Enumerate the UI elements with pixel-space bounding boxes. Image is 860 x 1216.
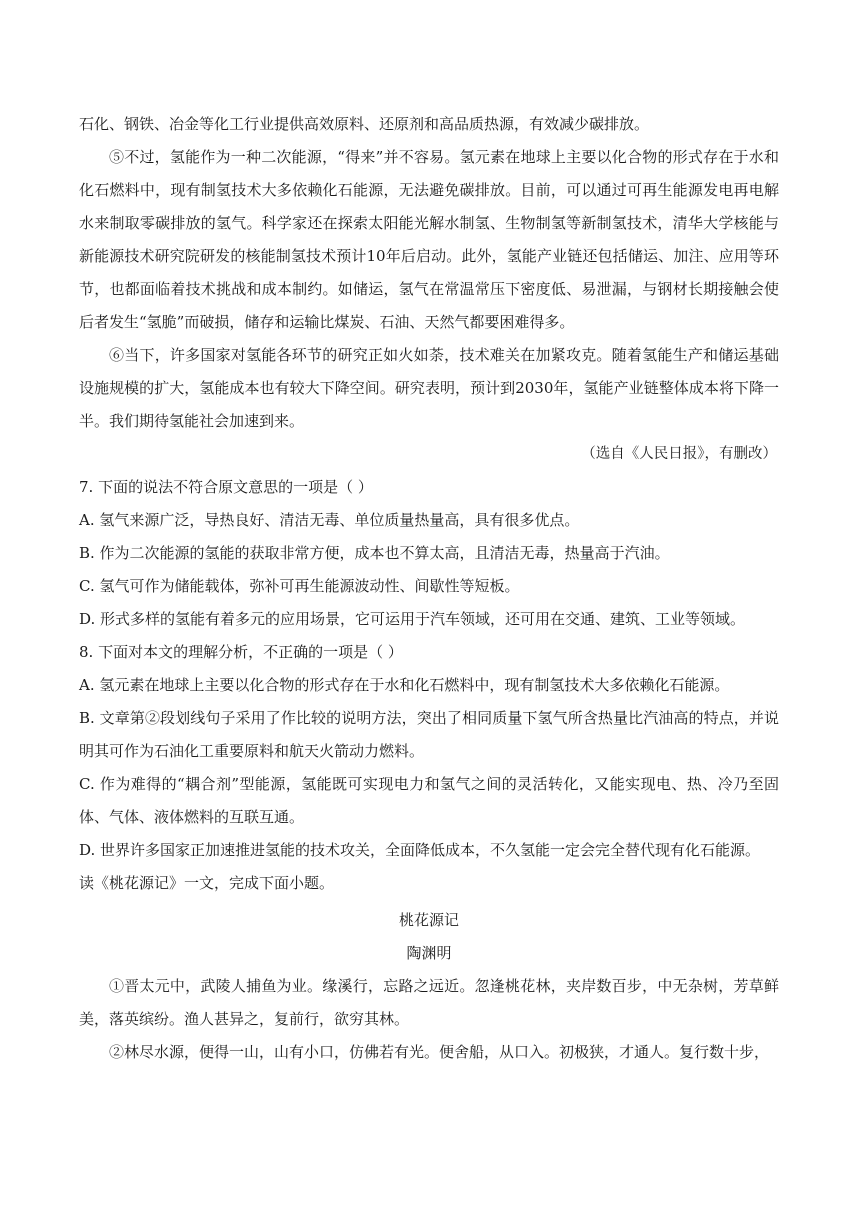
classical-paragraph-1: ①晋太元中，武陵人捕鱼为业。缘溪行，忘路之远近。忽逢桃花林，夹岸数百步，中无杂树，芳草鲜美，落英缤纷。渔人甚异之，复前行，欲穷其林。 (79, 977, 779, 1028)
question-8-option-d: D. 世界许多国家正加速推进氢能的技术攻关，全面降低成本，不久氢能一定会完全替代现有化石能源。 (79, 841, 761, 859)
passage-paragraph-6: ⑥当下，许多国家对氢能各环节的研究正如火如荼，技术难关在加紧攻克。随着氢能生产和储运基础设施规模的扩大，氢能成本也有较大下降空间。研究表明，预计到2030年，氢能产业链整体成本将下降一半。我们期待氢能社会加速到来。 (79, 346, 779, 430)
passage-continuation: 石化、钢铁、冶金等化工行业提供高效原料、还原剂和高品质热源，有效减少碳排放。 (79, 115, 650, 133)
classical-author: 陶渊明 (406, 944, 452, 962)
question-7-option-d: D. 形式多样的氢能有着多元的应用场景，它可运用于汽车领域，还可用在交通、建筑、工业等领域。 (79, 610, 746, 628)
document-page (79, 108, 779, 1069)
passage-source: （选自《人民日报》，有删改） (581, 446, 777, 462)
question-7-option-b: B. 作为二次能源的氢能的获取非常方便，成本也不算太高，且清洁无毒，热量高于汽油。 (79, 544, 670, 562)
question-8-option-b: B. 文章第②段划线句子采用了作比较的说明方法，突出了相同质量下氢气所含热量比汽油高的特点，并说明其可作为石油化工重要原料和航天火箭动力燃料。 (79, 709, 779, 760)
passage-paragraph-5: ⑤不过，氢能作为一种二次能源，“得来”并不容易。氢元素在地球上主要以化合物的形式存在于水和化石燃料中，现有制氢技术大多依赖化石能源，无法避免碳排放。目前，可以通过可再生能源发电再电解水来制取零碳排放的氢气。科学家还在探索太阳能光解水制氢、生物制氢等新制氢技术，清华大学核能与新能源技术研究院研发的核能制氢技术预计10年后启动。此外，氢能产业链还包括储运、加注、应用等环节，也都面临着技术挑战和成本制约。如储运，氢气在常温常压下密度低、易泄漏，与钢材长期接触会使后者发生“氢脆”而破损，储存和运输比煤炭、石油、天然气都要困难得多。 (79, 148, 779, 331)
question-8-stem: 8. 下面对本文的理解分析，不正确的一项是（ ） (79, 643, 403, 661)
question-7-option-a: A. 氢气来源广泛，导热良好、清洁无毒、单位质量热量高，具有很多优点。 (79, 511, 580, 529)
question-8-option-c: C. 作为难得的“耦合剂”型能源，氢能既可实现电力和氢气之间的灵活转化，又能实现电、热、冷乃至固体、气体、液体燃料的互联互通。 (79, 775, 779, 826)
question-7-option-c: C. 氢气可作为储能载体，弥补可再生能源波动性、间歇性等短板。 (79, 577, 520, 595)
classical-paragraph-2: ②林尽水源，便得一山，山有小口，仿佛若有光。便舍船，从口入。初极狭，才通人。复行数十步， (109, 1043, 770, 1061)
reading-instruction: 读《桃花源记》一文，完成下面小题。 (79, 874, 335, 892)
question-7-stem: 7. 下面的说法不符合原文意思的一项是（ ） (79, 478, 373, 496)
question-8-option-a: A. 氢元素在地球上主要以化合物的形式存在于水和化石燃料中，现有制氢技术大多依赖化石能源。 (79, 676, 730, 694)
classical-title: 桃花源记 (398, 911, 459, 929)
